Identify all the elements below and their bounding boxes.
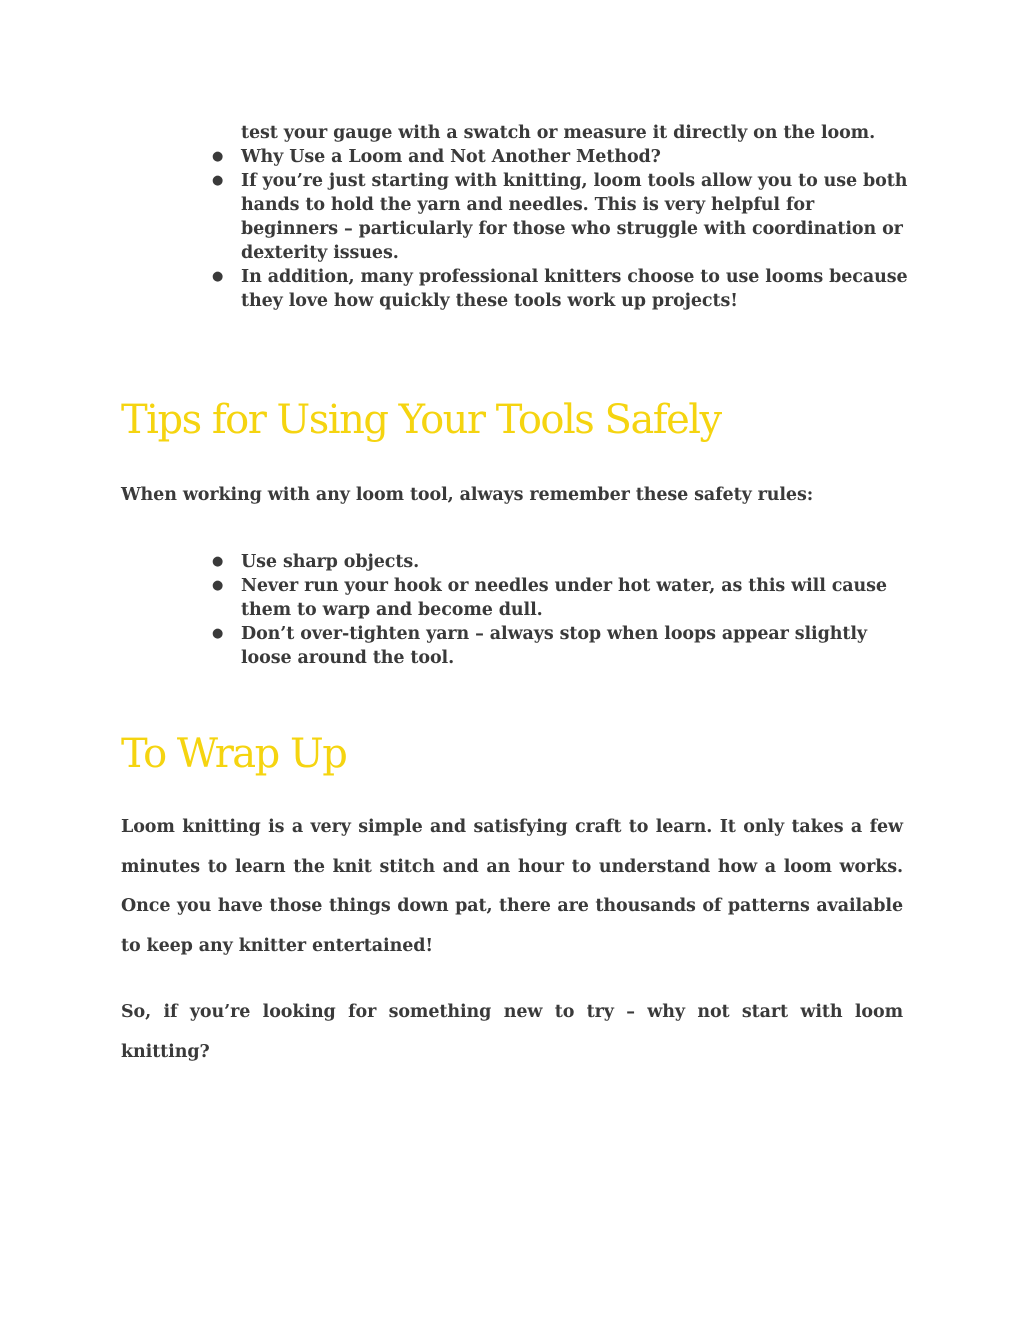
- list-item-text: Never run your hook or needles under hot water, as this will cause them to warp and become dull.: [241, 576, 887, 620]
- bullet-icon: ●: [212, 269, 224, 284]
- list-item-text: Don’t over-tighten yarn – always stop when loops appear slightly loose around the tool.: [241, 624, 867, 668]
- safety-intro-text: When working with any loom tool, always remember these safety rules:: [121, 485, 814, 505]
- bullet-icon: ●: [212, 578, 224, 593]
- list-item: [212, 622, 912, 670]
- section-heading-tips: Tips for Using Your Tools Safely: [121, 397, 721, 443]
- list-item: [212, 145, 912, 169]
- bullet-icon: ●: [212, 149, 224, 164]
- bullet-icon: ●: [212, 554, 224, 569]
- bullet-icon: ●: [212, 173, 224, 188]
- bullet-list-safety-rules: [212, 550, 912, 670]
- list-item: [212, 550, 912, 574]
- bullet-list-loom-benefits: [212, 121, 912, 313]
- section-heading-wrap-up: To Wrap Up: [121, 731, 347, 777]
- list-item-continuation: [212, 121, 912, 145]
- list-item-text: Why Use a Loom and Not Another Method?: [241, 147, 661, 167]
- paragraph: Loom knitting is a very simple and satisfying craft to learn. It only takes a few minutes to learn the knit stitch and an hour to understand how a loom works. Once you have those things down pat, there are thousands of patterns available to keep any knitter entertained!: [121, 817, 903, 956]
- list-item-text: test your gauge with a swatch or measure it directly on the loom.: [241, 123, 876, 143]
- list-item: [212, 574, 912, 622]
- list-item-text: If you’re just starting with knitting, loom tools allow you to use both hands to hold the yarn and needles. This is very helpful for beginners – particularly for those who struggle with coordination or dexterity issues.: [241, 171, 908, 263]
- list-item-text: In addition, many professional knitters choose to use looms because they love how quickly these tools work up projects!: [241, 267, 908, 311]
- list-item: [212, 169, 912, 265]
- list-item-text: Use sharp objects.: [241, 552, 420, 572]
- paragraph: So, if you’re looking for something new to try – why not start with loom knitting?: [121, 1002, 903, 1062]
- bullet-icon: ●: [212, 626, 224, 641]
- list-item: [212, 265, 912, 313]
